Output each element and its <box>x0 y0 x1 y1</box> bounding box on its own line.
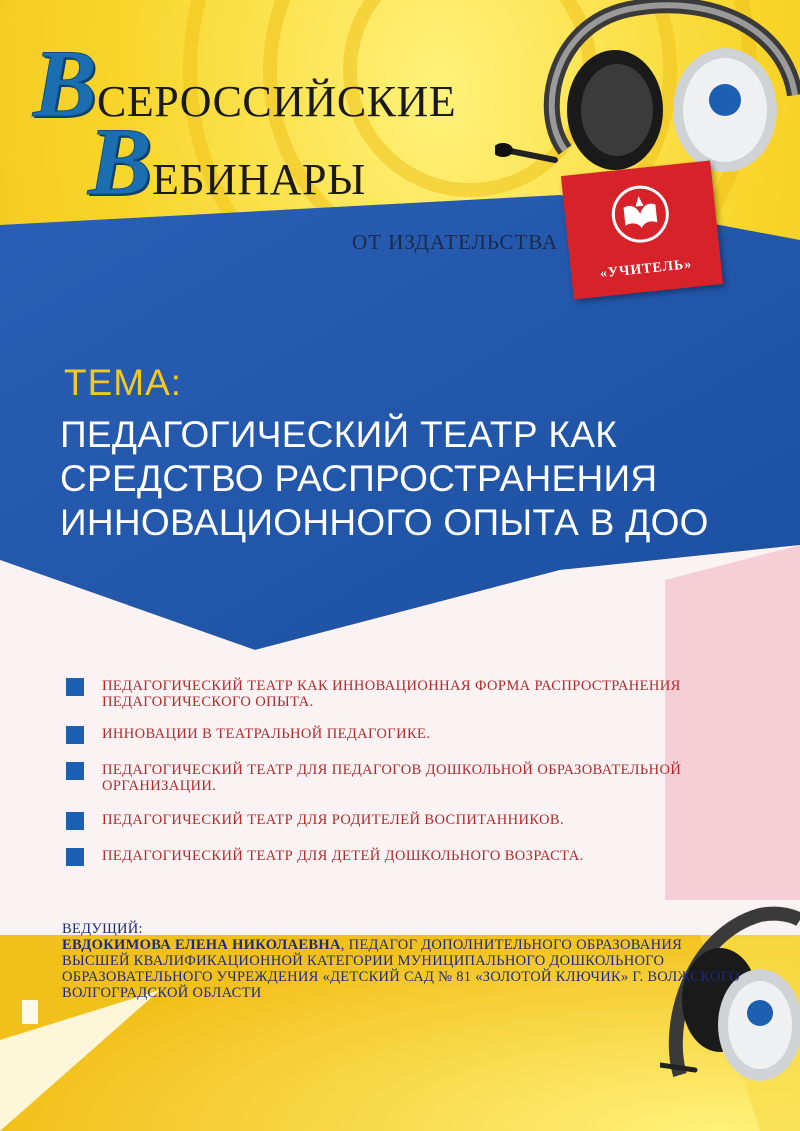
agenda-item-text: ПЕДАГОГИЧЕСКИЙ ТЕАТР ДЛЯ ПЕДАГОГОВ ДОШКОЛЬНОЙ ОБРАЗОВАТЕЛЬНОЙ ОРГАНИЗАЦИИ. <box>102 762 682 794</box>
agenda-item <box>66 762 766 794</box>
host-name: ЕВДОКИМОВА ЕЛЕНА НИКОЛАЕВНА <box>62 937 341 953</box>
host-description: , ПЕДАГОГ ДОПОЛНИТЕЛЬНОГО ОБРАЗОВАНИЯ ВЫСШЕЙ КВАЛИФИКАЦИОННОЙ КАТЕГОРИИ МУНИЦИПАЛЬНОГО ДОШКОЛЬНОГО ОБРАЗОВАТЕЛЬНОГО УЧРЕЖДЕНИЯ «ДЕТСКИЙ САД № 81 «ЗОЛОТОЙ КЛЮЧИК» Г. ВОЛЖСКОГО ВОЛГОГРАДСКОЙ ОБЛАСТИ <box>62 937 740 1001</box>
brand-word-2: ЕБИНАРЫ <box>152 155 366 204</box>
headset-illustration <box>495 0 800 185</box>
topic-title-line: СРЕДСТВО РАСПРОСТРАНЕНИЯ <box>60 458 658 499</box>
agenda-list <box>66 678 766 864</box>
agenda-item-text: ПЕДАГОГИЧЕСКИЙ ТЕАТР ДЛЯ РОДИТЕЛЕЙ ВОСПИТАННИКОВ. <box>102 812 565 828</box>
square-bullet-icon <box>66 762 84 780</box>
brand-initial-1: В <box>33 30 98 137</box>
agenda-item <box>66 848 766 864</box>
topic-label: ТЕМА: <box>64 362 183 403</box>
square-bullet-icon <box>66 812 84 830</box>
square-bullet-icon <box>66 678 84 696</box>
publisher-logo-text: «УЧИТЕЛЬ» <box>599 256 693 282</box>
host-label: ВЕДУЩИЙ: <box>62 921 143 937</box>
book-logo-icon <box>607 181 673 247</box>
agenda-item <box>66 812 766 828</box>
agenda-item <box>66 678 766 710</box>
topic-title-line: ПЕДАГОГИЧЕСКИЙ ТЕАТР КАК <box>60 414 618 455</box>
square-bullet-icon <box>66 848 84 866</box>
agenda-item-text: ИННОВАЦИИ В ТЕАТРАЛЬНОЙ ПЕДАГОГИКЕ. <box>102 726 431 742</box>
square-bullet-icon <box>66 726 84 744</box>
publisher-line: ОТ ИЗДАТЕЛЬСТВА <box>352 230 559 254</box>
agenda-item <box>66 726 766 742</box>
agenda-item-text: ПЕДАГОГИЧЕСКИЙ ТЕАТР КАК ИННОВАЦИОННАЯ ФОРМА РАСПРОСТРАНЕНИЯ ПЕДАГОГИЧЕСКОГО ОПЫТА. <box>102 678 681 710</box>
brand-title-line-2 <box>88 106 366 217</box>
brand-initial-2: В <box>88 108 153 215</box>
topic-title-line: ИННОВАЦИОННОГО ОПЫТА В ДОО <box>60 502 709 543</box>
publisher-logo <box>561 161 723 300</box>
brand-word-1: СЕРОССИЙСКИЕ <box>97 77 457 126</box>
host-details <box>62 937 752 1001</box>
agenda-item-text: ПЕДАГОГИЧЕСКИЙ ТЕАТР ДЛЯ ДЕТЕЙ ДОШКОЛЬНОГО ВОЗРАСТА. <box>102 848 584 864</box>
topic-title <box>60 413 780 545</box>
host-block <box>62 921 752 1001</box>
